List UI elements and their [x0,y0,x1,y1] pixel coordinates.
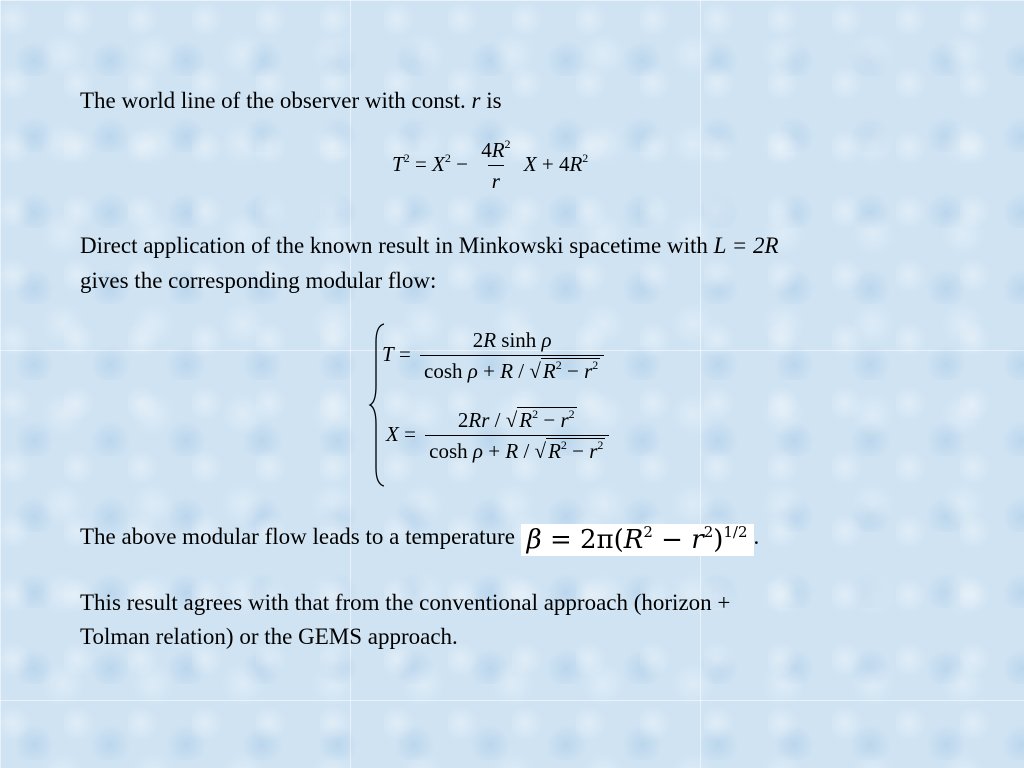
equation-modular-flow [368,322,668,488]
paragraph-temperature [80,520,759,556]
paragraph-agreement-line2 [80,620,458,654]
paragraph-text: gives the corresponding modular flow: [80,268,437,293]
equation-T: T = $\frac{\text{2R sinh ρ}}{\cosh \rho + R / √R^2 - r^2}$ [382,328,608,384]
math-L-equals-2R: L = 2R [713,233,779,258]
variable-r: r [471,88,481,113]
paragraph-agreement-line1 [80,586,730,620]
paragraph-text: The above modular flow leads to a temperature [80,524,515,549]
paragraph-text: Tolman relation) or the GEMS approach. [80,624,458,649]
math-beta-formula: $\beta = 2\pi(R^2 - r^2)^{1/2}$ [521,524,754,556]
paragraph-minkowski-line1 [80,229,779,263]
paragraph-worldline [80,84,502,118]
paragraph-text: is [486,88,502,113]
paragraph-text: The world line of the observer with const. [80,88,466,113]
paragraph-minkowski-line2 [80,264,436,298]
paragraph-text: Direct application of the known result in Minkowski spacetime with [80,233,708,258]
equation-X: X = $\frac{2Rr / √R^2 - r^2}{\cosh \rho + R / √R^2 - r^2}$ [386,408,613,464]
paragraph-text: This result agrees with that from the conventional approach (horizon + [80,590,731,615]
period: . [753,524,760,549]
equation-worldline: $T^2 = X^2$ − $\frac{4R^2}{r}$ $X + 4R^2$ [392,137,589,193]
